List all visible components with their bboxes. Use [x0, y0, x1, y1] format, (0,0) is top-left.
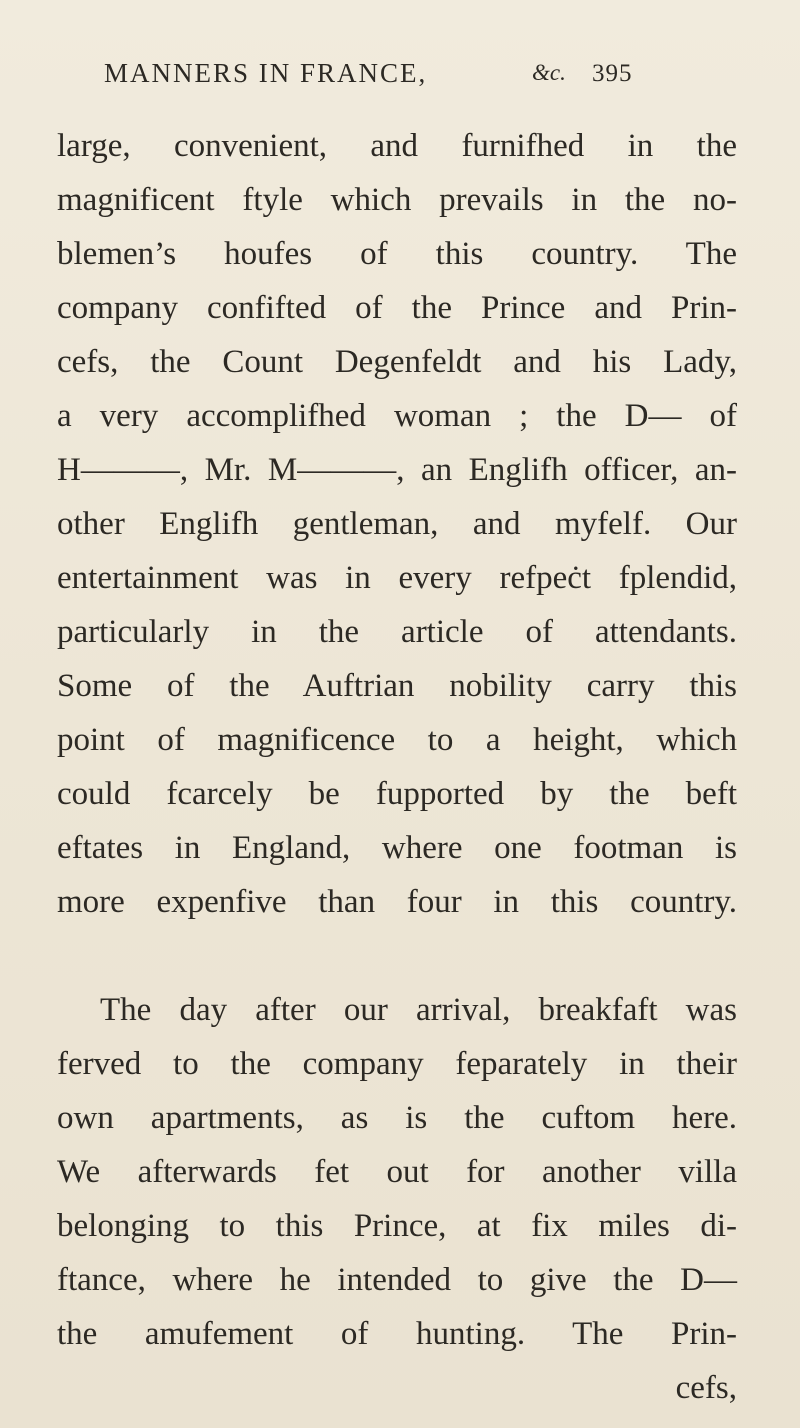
text-line: belonging to this Prince, at fix miles di-: [57, 1208, 737, 1244]
text-line: more expenfive than four in this country.: [57, 884, 737, 920]
text-line: company confifted of the Prince and Prin-: [57, 290, 737, 326]
text-line: H———, Mr. M———, an Englifh officer, an-: [57, 452, 737, 488]
text-line: cefs, the Count Degenfeldt and his Lady,: [57, 344, 737, 380]
text-line: ferved to the company feparately in their: [57, 1046, 737, 1082]
text-line: entertainment was in every refpeċt fplendid,: [57, 560, 737, 596]
text-line: the amufement of hunting. The Prin-: [57, 1316, 737, 1352]
page-number: 395: [592, 60, 633, 87]
text-line: point of magnificence to a height, which: [57, 722, 737, 758]
running-head: [104, 58, 704, 98]
text-line: a very accomplifhed woman ; the D— of: [57, 398, 737, 434]
running-head-title: MANNERS IN FRANCE,: [104, 58, 428, 88]
catchword: cefs,: [675, 1370, 737, 1406]
text-line: particularly in the article of attendants.: [57, 614, 737, 650]
text-line: eftates in England, where one footman is: [57, 830, 737, 866]
text-line: magnificent ftyle which prevails in the no-: [57, 182, 737, 218]
text-line: could fcarcely be fupported by the beft: [57, 776, 737, 812]
text-line: blemen’s houfes of this country. The: [57, 236, 737, 272]
text-line: ftance, where he intended to give the D—: [57, 1262, 737, 1298]
text-line: We afterwards fet out for another villa: [57, 1154, 737, 1190]
text-line: Some of the Auftrian nobility carry this: [57, 668, 737, 704]
text-line: The day after our arrival, breakfaft was: [100, 992, 737, 1028]
text-line: own apartments, as is the cuftom here.: [57, 1100, 737, 1136]
text-line: large, convenient, and furnifhed in the: [57, 128, 737, 164]
text-line: other Englifh gentleman, and myfelf. Our: [57, 506, 737, 542]
running-head-etc: &c.: [532, 60, 566, 85]
